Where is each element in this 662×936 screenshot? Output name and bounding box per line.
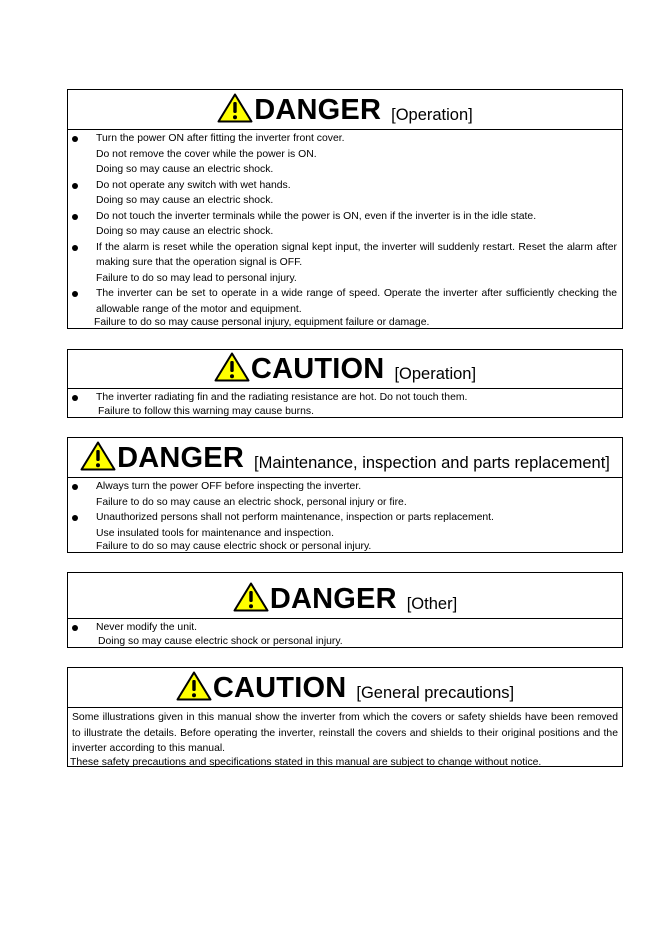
section-subtitle: [Operation] [394,364,477,383]
section-subtitle: [Operation] [391,105,473,124]
list-item [68,209,622,240]
tail-text: Failure to follow this warning may cause burns. [98,405,314,417]
item-text: Turn the power ON after fitting the inverter front cover. [96,133,345,144]
caution-operation-header [68,350,622,389]
general-paragraph: Some illustrations given in this manual show the inverter from which the covers or safety shields have been removed to illustrate the details. Before operating the inverter, reinstall the covers and shields to their original positions and the inverter according to this manual. [72,712,618,754]
item-text: Do not remove the cover while the power is ON. [96,148,317,160]
warning-triangle-icon [217,93,253,123]
bullet-icon [72,291,78,297]
caution-general-box [67,667,623,767]
bullet-icon [72,183,78,189]
caution-general-header [68,668,622,708]
bullet-icon [72,395,78,401]
caution-label: CAUTION [250,353,385,385]
item-text: The inverter can be set to operate in a wide range of speed. Operate the inverter after sufficiently checking the allowable range of the motor and equipment. [96,288,617,315]
caution-operation-body [68,389,622,418]
warning-triangle-icon [176,671,212,701]
danger-maintenance-box [67,437,623,553]
list-item [68,479,622,510]
item-text: Do not operate any switch with wet hands. [96,179,291,191]
item-text: Unauthorized persons shall not perform maintenance, inspection or parts replacement. [96,512,494,523]
item-text: If the alarm is reset while the operation signal kept input, the inverter will suddenly restart. Reset the alarm after making sure that the operation signal is OFF. [96,241,617,268]
caution-label: CAUTION [212,672,347,704]
section-subtitle: [Other] [406,594,458,613]
bullet-icon [72,484,78,490]
tail-text: Failure to do so may cause personal injury, equipment failure or damage. [94,317,430,328]
item-text: Doing so may cause an electric shock. [96,226,274,237]
item-text: Use insulated tools for maintenance and inspection. [96,527,334,539]
bullet-icon [72,625,78,631]
danger-operation-header [68,90,622,130]
warning-triangle-icon [233,582,269,612]
danger-label: DANGER [269,583,397,615]
bullet-icon [72,214,78,220]
danger-label: DANGER [117,442,244,474]
item-text: Failure to do so may lead to personal injury. [96,272,297,284]
section-subtitle: [General precautions] [356,683,515,702]
bullet-icon [72,515,78,521]
list-item [68,178,622,209]
danger-maintenance-header [68,438,622,478]
caution-general-body [68,708,622,769]
warning-triangle-icon [214,352,250,382]
section-subtitle: [Maintenance, inspection and parts replacement] [253,453,610,472]
bullet-icon [72,136,78,142]
item-text: Always turn the power OFF before inspecting the inverter. [96,481,362,492]
item-text: Doing so may cause an electric shock. [96,164,274,175]
list-item [68,240,622,287]
item-text: Do not touch the inverter terminals while the power is ON, even if the inverter is in the idle state. [96,210,537,222]
item-text: The inverter radiating fin and the radiating resistance are hot. Do not touch them. [96,392,468,403]
danger-operation-box [67,89,623,329]
list-item [68,390,622,406]
bullet-icon [72,245,78,251]
list-item [68,510,622,541]
danger-operation-body [68,130,622,329]
danger-label: DANGER [254,94,382,126]
danger-other-header [68,573,622,619]
item-text: Never modify the unit. [96,622,198,633]
tail-text: Failure to do so may cause electric shock or personal injury. [96,541,372,552]
list-item [68,131,622,178]
list-item [68,620,622,636]
tail-text: These safety precautions and specifications stated in this manual are subject to change without notice. [70,756,542,768]
danger-other-box [67,572,623,648]
item-text: Failure to do so may cause an electric shock, personal injury or fire. [96,496,407,508]
item-text: Doing so may cause an electric shock. [96,195,274,206]
warning-triangle-icon [80,441,116,471]
danger-maintenance-body [68,478,622,553]
tail-text: Doing so may cause electric shock or personal injury. [98,635,343,647]
list-item [68,286,622,317]
danger-other-body [68,619,622,648]
caution-operation-box [67,349,623,418]
